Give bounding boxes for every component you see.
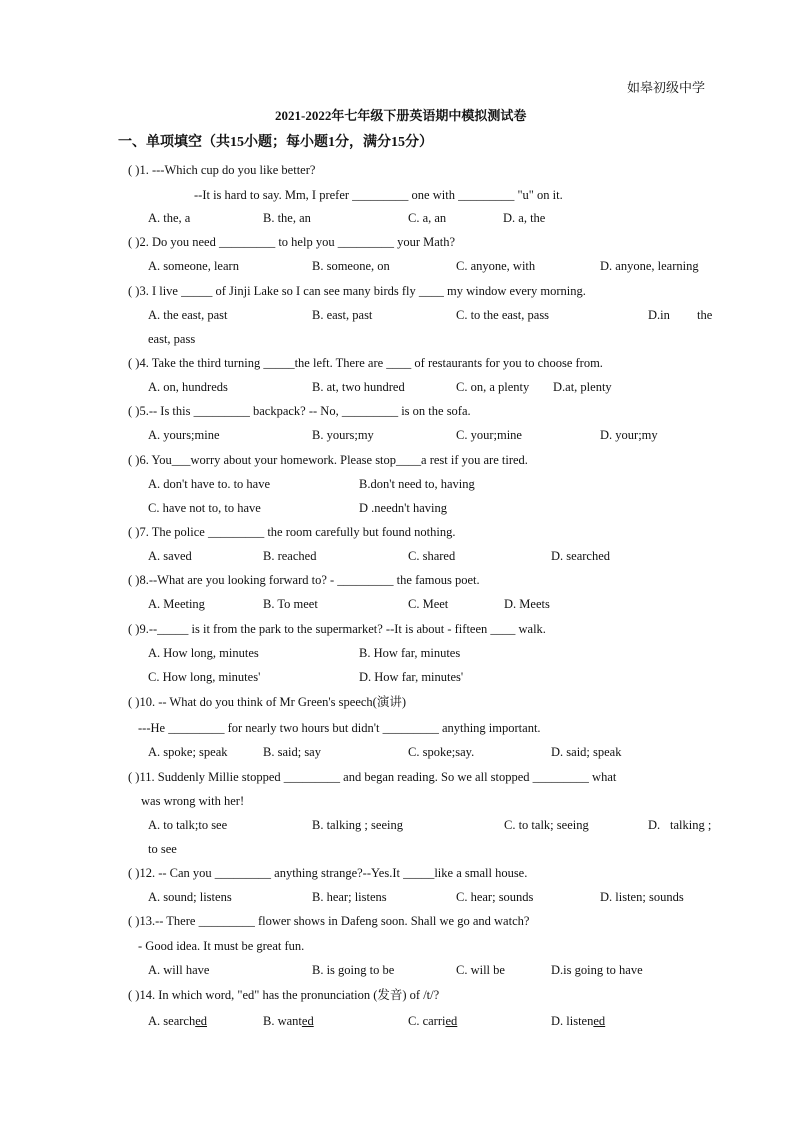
q13-option-b: B. is going to be [312, 963, 395, 977]
q10-option-b: B. said; say [263, 745, 321, 759]
q5-option-a: A. yours;mine [148, 428, 220, 442]
q10-option-d: D. said; speak [551, 745, 622, 759]
q11-option-d-part1: D. [648, 818, 661, 832]
q8-option-c: C. Meet [408, 597, 449, 611]
q13-option-c: C. will be [456, 963, 505, 977]
q11-option-c: C. to talk; seeing [504, 818, 589, 832]
q3-option-d-part1: D.in [648, 308, 670, 322]
question-1-line2: --It is hard to say. Mm, I prefer _________ one with _________ "u" on it. [194, 188, 563, 202]
q4-option-d: D.at, plenty [553, 380, 612, 394]
q14-option-d-ending: ed [593, 1014, 606, 1028]
q5-option-b: B. yours;my [312, 428, 374, 442]
q3-option-d-part3: east, pass [148, 332, 196, 346]
q13-option-a: A. will have [148, 963, 210, 977]
question-14-stem: ( )14. In which word, "ed" has the pronunciation (发音) of /t/? [128, 988, 440, 1002]
q9-option-d: D. How far, minutes' [359, 670, 464, 684]
question-5-stem: ( )5.-- Is this _________ backpack? -- No, _________ is on the sofa. [128, 404, 471, 418]
q6-option-b: B.don't need to, having [359, 477, 475, 491]
q1-option-b: B. the, an [263, 211, 311, 225]
q12-option-b: B. hear; listens [312, 890, 387, 904]
question-12-stem: ( )12. -- Can you _________ anything strange?--Yes.It _____like a small house. [128, 866, 528, 880]
q6-option-a: A. don't have to. to have [148, 477, 271, 491]
q14-option-d-text: D. listen [551, 1014, 594, 1028]
q2-option-d: D. anyone, learning [600, 259, 699, 273]
section-heading: 一、单项填空（共15小题；每小题1分，满分15分） [118, 135, 433, 150]
q3-option-b: B. east, past [312, 308, 373, 322]
question-2-stem: ( )2. Do you need _________ to help you _________ your Math? [128, 235, 456, 249]
q14-option-b-ending: ed [301, 1014, 314, 1028]
q7-option-a: A. saved [148, 549, 192, 563]
q14-option-a-text: A. search [148, 1014, 196, 1028]
question-13-stem: ( )13.-- There _________ flower shows in Dafeng soon. Shall we go and watch? [128, 914, 530, 928]
q13-option-d: D.is going to have [551, 963, 643, 977]
q14-option-d [551, 1013, 605, 1029]
q1-option-d: D. a, the [503, 211, 546, 225]
q11-option-d-part3: to see [148, 842, 177, 856]
q14-option-a [148, 1013, 207, 1029]
q1-option-c: C. a, an [408, 211, 447, 225]
q3-option-a: A. the east, past [148, 308, 228, 322]
q8-option-d: D. Meets [504, 597, 550, 611]
q5-option-c: C. your;mine [456, 428, 522, 442]
q2-option-b: B. someone, on [312, 259, 390, 273]
question-10-line2: ---He _________ for nearly two hours but didn't _________ anything important. [138, 721, 541, 735]
q9-option-b: B. How far, minutes [359, 646, 461, 660]
q6-option-d: D .needn't having [359, 501, 447, 515]
q12-option-c: C. hear; sounds [456, 890, 534, 904]
q8-option-b: B. To meet [263, 597, 318, 611]
school-name: 如皋初级中学 [627, 80, 706, 95]
q7-option-c: C. shared [408, 549, 456, 563]
question-4-stem: ( )4. Take the third turning _____the left. There are ____ of restaurants for you to choose from. [128, 356, 603, 370]
q11-option-a: A. to talk;to see [148, 818, 228, 832]
q8-option-a: A. Meeting [148, 597, 205, 611]
q11-option-b: B. talking ; seeing [312, 818, 403, 832]
question-1-stem: ( )1. ---Which cup do you like better? [128, 163, 316, 177]
question-7-stem: ( )7. The police _________ the room carefully but found nothing. [128, 525, 456, 539]
q9-option-c: C. How long, minutes' [148, 670, 261, 684]
q3-option-d-part2: the [697, 308, 713, 322]
q4-option-a: A. on, hundreds [148, 380, 228, 394]
q14-option-c-text: C. carri [408, 1014, 446, 1028]
question-11-stem: ( )11. Suddenly Millie stopped _________ and began reading. So we all stopped _________ what [128, 770, 617, 784]
q9-option-a: A. How long, minutes [148, 646, 259, 660]
q5-option-d: D. your;my [600, 428, 658, 442]
q4-option-c: C. on, a plenty [456, 380, 530, 394]
question-3-stem: ( )3. I live _____ of Jinji Lake so I can see many birds fly ____ my window every morning. [128, 284, 586, 298]
q6-option-c: C. have not to, to have [148, 501, 261, 515]
question-13-line2: - Good idea. It must be great fun. [138, 939, 305, 953]
q14-option-c [408, 1013, 457, 1029]
q11-option-d-part2: talking ; [670, 818, 712, 832]
q14-option-b-text: B. want [263, 1014, 302, 1028]
exam-title: 2021-2022年七年级下册英语期中模拟测试卷 [275, 108, 527, 123]
q2-option-a: A. someone, learn [148, 259, 239, 273]
q4-option-b: B. at, two hundred [312, 380, 405, 394]
question-8-stem: ( )8.--What are you looking forward to? - _________ the famous poet. [128, 573, 480, 587]
q10-option-c: C. spoke;say. [408, 745, 475, 759]
q12-option-d: D. listen; sounds [600, 890, 684, 904]
q2-option-c: C. anyone, with [456, 259, 536, 273]
question-11-line2: was wrong with her! [141, 794, 245, 808]
q14-option-c-ending: ed [445, 1014, 458, 1028]
q14-option-a-ending: ed [195, 1014, 208, 1028]
q12-option-a: A. sound; listens [148, 890, 232, 904]
question-10-stem: ( )10. -- What do you think of Mr Green's speech(演讲) [128, 695, 406, 709]
q1-option-a: A. the, a [148, 211, 191, 225]
q3-option-c: C. to the east, pass [456, 308, 550, 322]
q10-option-a: A. spoke; speak [148, 745, 228, 759]
q7-option-b: B. reached [263, 549, 317, 563]
q7-option-d: D. searched [551, 549, 610, 563]
q14-option-b [263, 1013, 314, 1029]
question-9-stem: ( )9.--_____ is it from the park to the supermarket? --It is about - fifteen ____ walk. [128, 622, 546, 636]
question-6-stem: ( )6. You___worry about your homework. Please stop____a rest if you are tired. [128, 453, 528, 467]
